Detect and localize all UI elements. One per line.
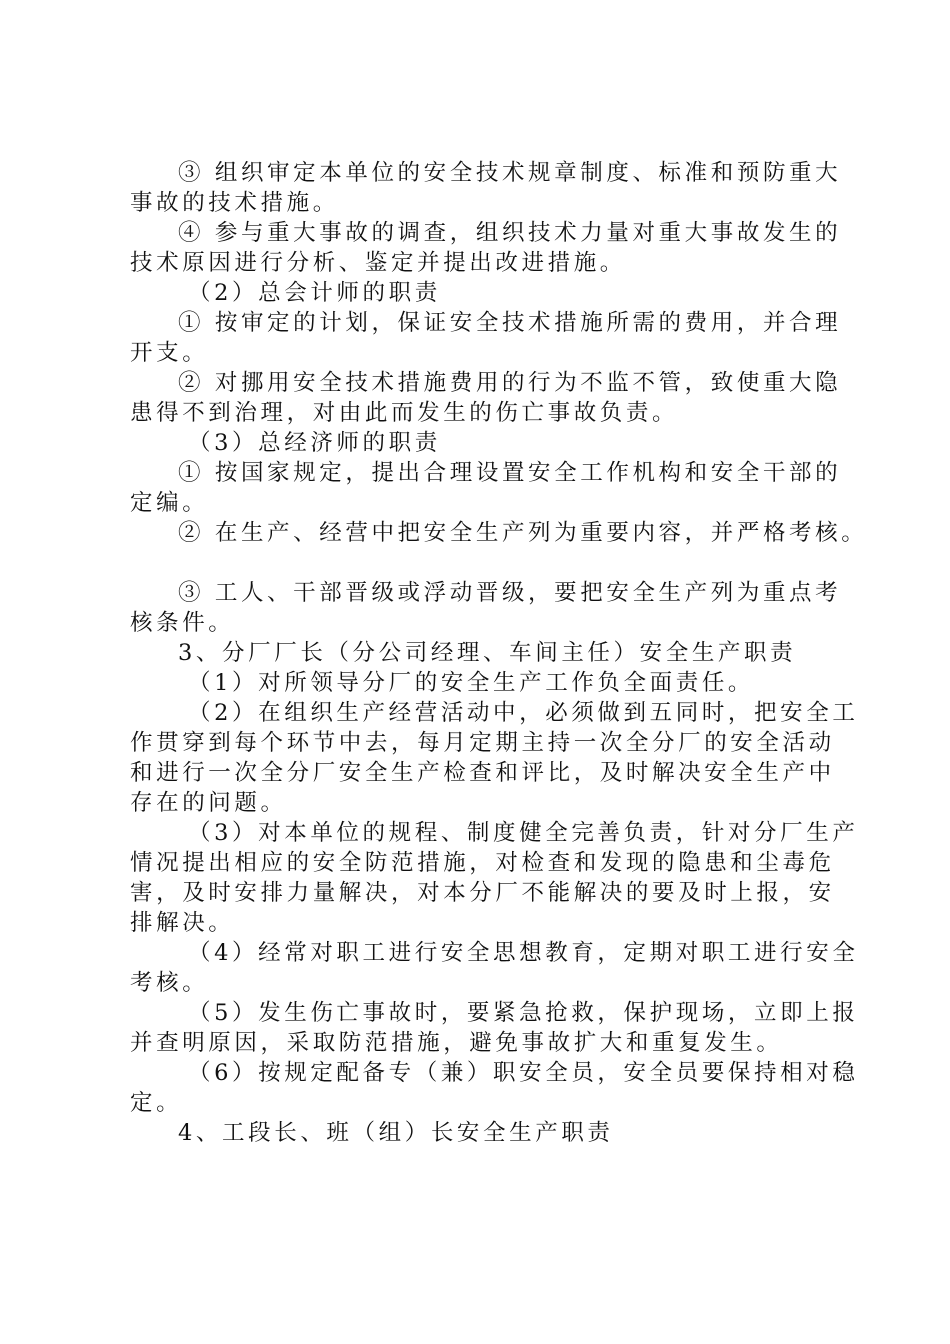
text-line: （5）发生伤亡事故时，要紧急抢救，保护现场，立即上报 (188, 1000, 859, 1026)
text-line: （1）对所领导分厂的安全生产工作负全面责任。 (188, 670, 755, 696)
text-line: （6）按规定配备专（兼）职安全员，安全员要保持相对稳 (188, 1060, 859, 1086)
text-line: ② 对挪用安全技术措施费用的行为不监不管，致使重大隐 (178, 370, 842, 396)
text-line: 和进行一次全分厂安全生产检查和评比，及时解决安全生产中 (130, 760, 835, 786)
paragraph-gap (130, 548, 850, 578)
text-line: 作贯穿到每个环节中去，每月定期主持一次全分厂的安全活动 (130, 730, 835, 756)
section-heading: （3）总经济师的职责 (188, 430, 441, 456)
text-line: （3）对本单位的规程、制度健全完善负责，针对分厂生产 (188, 820, 859, 846)
section-heading: （2）总会计师的职责 (188, 280, 441, 306)
text-line: 排解决。 (130, 910, 235, 936)
text-line: 核条件。 (130, 610, 235, 636)
text-line: ② 在生产、经营中把安全生产列为重要内容，并严格考核。 (178, 520, 868, 546)
text-line: ④ 参与重大事故的调查，组织技术力量对重大事故发生的 (178, 220, 842, 246)
text-line: 害，及时安排力量解决，对本分厂不能解决的要及时上报，安 (130, 880, 835, 906)
text-line: ③ 组织审定本单位的安全技术规章制度、标准和预防重大 (178, 160, 842, 186)
text-line: 患得不到治理，对由此而发生的伤亡事故负责。 (130, 400, 679, 426)
text-line: 开支。 (130, 340, 209, 366)
text-line: ③ 工人、干部晋级或浮动晋级，要把安全生产列为重点考 (178, 580, 842, 606)
text-line: （2）在组织生产经营活动中，必须做到五同时，把安全工 (188, 700, 859, 726)
text-line: 技术原因进行分析、鉴定并提出改进措施。 (130, 250, 626, 276)
text-line: 并查明原因，采取防范措施，避免事故扩大和重复发生。 (130, 1030, 783, 1056)
text-line: 情况提出相应的安全防范措施，对检查和发现的隐患和尘毒危 (130, 850, 835, 876)
section-heading: 4、工段长、班（组）长安全生产职责 (178, 1120, 614, 1146)
text-line: （4）经常对职工进行安全思想教育，定期对职工进行安全 (188, 940, 859, 966)
text-line: ① 按国家规定，提出合理设置安全工作机构和安全干部的 (178, 460, 842, 486)
text-line: 事故的技术措施。 (130, 190, 339, 216)
section-heading: 3、分厂厂长（分公司经理、车间主任）安全生产职责 (178, 640, 797, 666)
text-line: 定。 (130, 1090, 183, 1116)
text-line: 定编。 (130, 490, 209, 516)
text-line: ① 按审定的计划，保证安全技术措施所需的费用，并合理 (178, 310, 842, 336)
text-line: 存在的问题。 (130, 790, 287, 816)
text-line: 考核。 (130, 970, 209, 996)
